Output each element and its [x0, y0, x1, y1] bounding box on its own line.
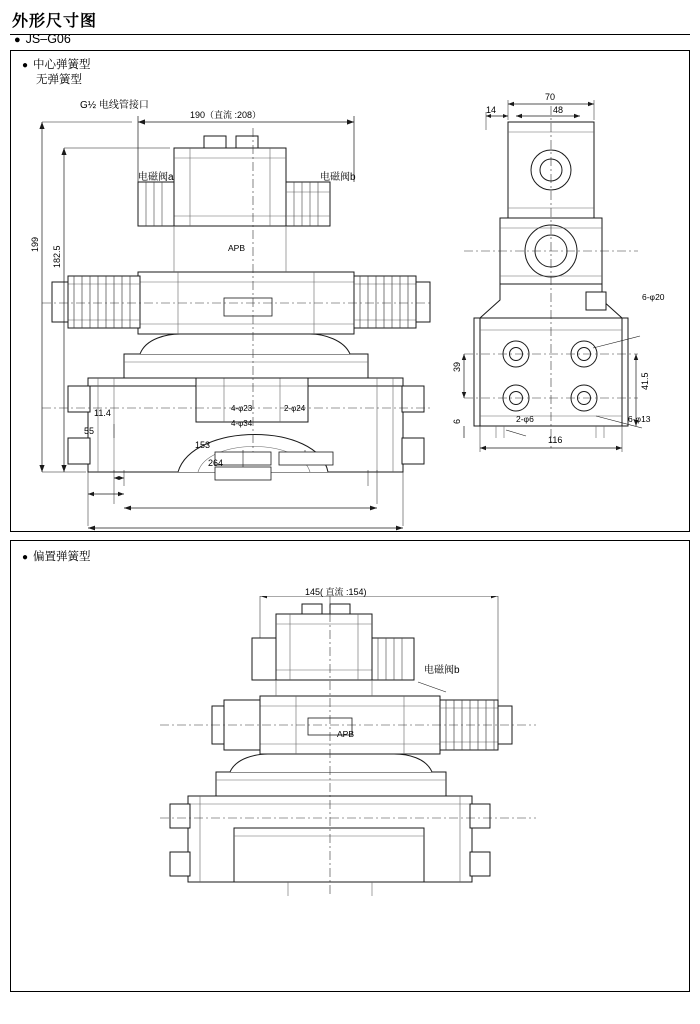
- dim-height-182-5: 182.5: [52, 245, 62, 268]
- hole-4-23: 4-φ23: [231, 404, 253, 413]
- dim-overall-length: 190（直流 :208）: [190, 110, 262, 120]
- front-view-center-spring: [28, 86, 438, 476]
- dim-153: 153: [195, 440, 211, 450]
- hole-2-6: 2-φ6: [516, 414, 534, 424]
- front-view-offset-spring: [160, 596, 540, 896]
- offset-port-mark-apb: APB: [337, 729, 355, 739]
- dim-s-14: 14: [486, 105, 497, 115]
- dim-s-116: 116: [548, 435, 563, 445]
- dim-s-6: 6: [452, 418, 462, 424]
- side-view-center-spring: [460, 86, 680, 456]
- section-label-line2: 无弹簧型: [36, 74, 82, 86]
- hole-4-34: 4-φ34: [231, 419, 253, 428]
- dim-offset-overall-length: 145( 直流 :154): [305, 587, 367, 597]
- dim-s-41-5: 41.5: [640, 372, 650, 390]
- section-label-line1: 偏置弹簧型: [33, 551, 91, 563]
- section-label-line1: 中心弹簧型: [33, 59, 91, 71]
- hole-2-24: 2-φ24: [284, 404, 306, 413]
- callout-solenoid-a: 电磁阀a: [138, 172, 174, 183]
- dim-s-70: 70: [545, 92, 556, 102]
- hole-6-13: 6-φ13: [628, 414, 651, 424]
- section-offset-spring-label: [22, 548, 91, 564]
- bullet-icon: ●: [14, 34, 21, 46]
- callout-solenoid-b: 电磁阀b: [320, 172, 356, 183]
- section-center-spring-label: [22, 58, 91, 87]
- title-divider: [10, 34, 690, 35]
- hole-callout-group-front: [213, 450, 343, 492]
- model-name: JS–G06: [25, 32, 71, 46]
- hole-6-20: 6-φ20: [642, 292, 665, 302]
- dim-s-39: 39: [452, 361, 462, 372]
- page-title: 外形尺寸图: [12, 13, 98, 30]
- callout-conduit: G½ 电线管接口: [80, 100, 149, 111]
- dim-264: 264: [208, 458, 224, 468]
- page-header: [10, 8, 690, 35]
- port-mark-apb: APB: [228, 243, 246, 253]
- dim-s-48: 48: [553, 105, 564, 115]
- model-label: [14, 32, 71, 46]
- bullet-icon: ●: [22, 60, 29, 71]
- callout-offset-solenoid-b: 电磁阀b: [424, 665, 460, 676]
- dim-11-4: 11.4: [94, 408, 111, 418]
- dim-height-199: 199: [30, 236, 40, 252]
- dim-55: 55: [84, 426, 95, 436]
- bullet-icon: ●: [22, 552, 29, 563]
